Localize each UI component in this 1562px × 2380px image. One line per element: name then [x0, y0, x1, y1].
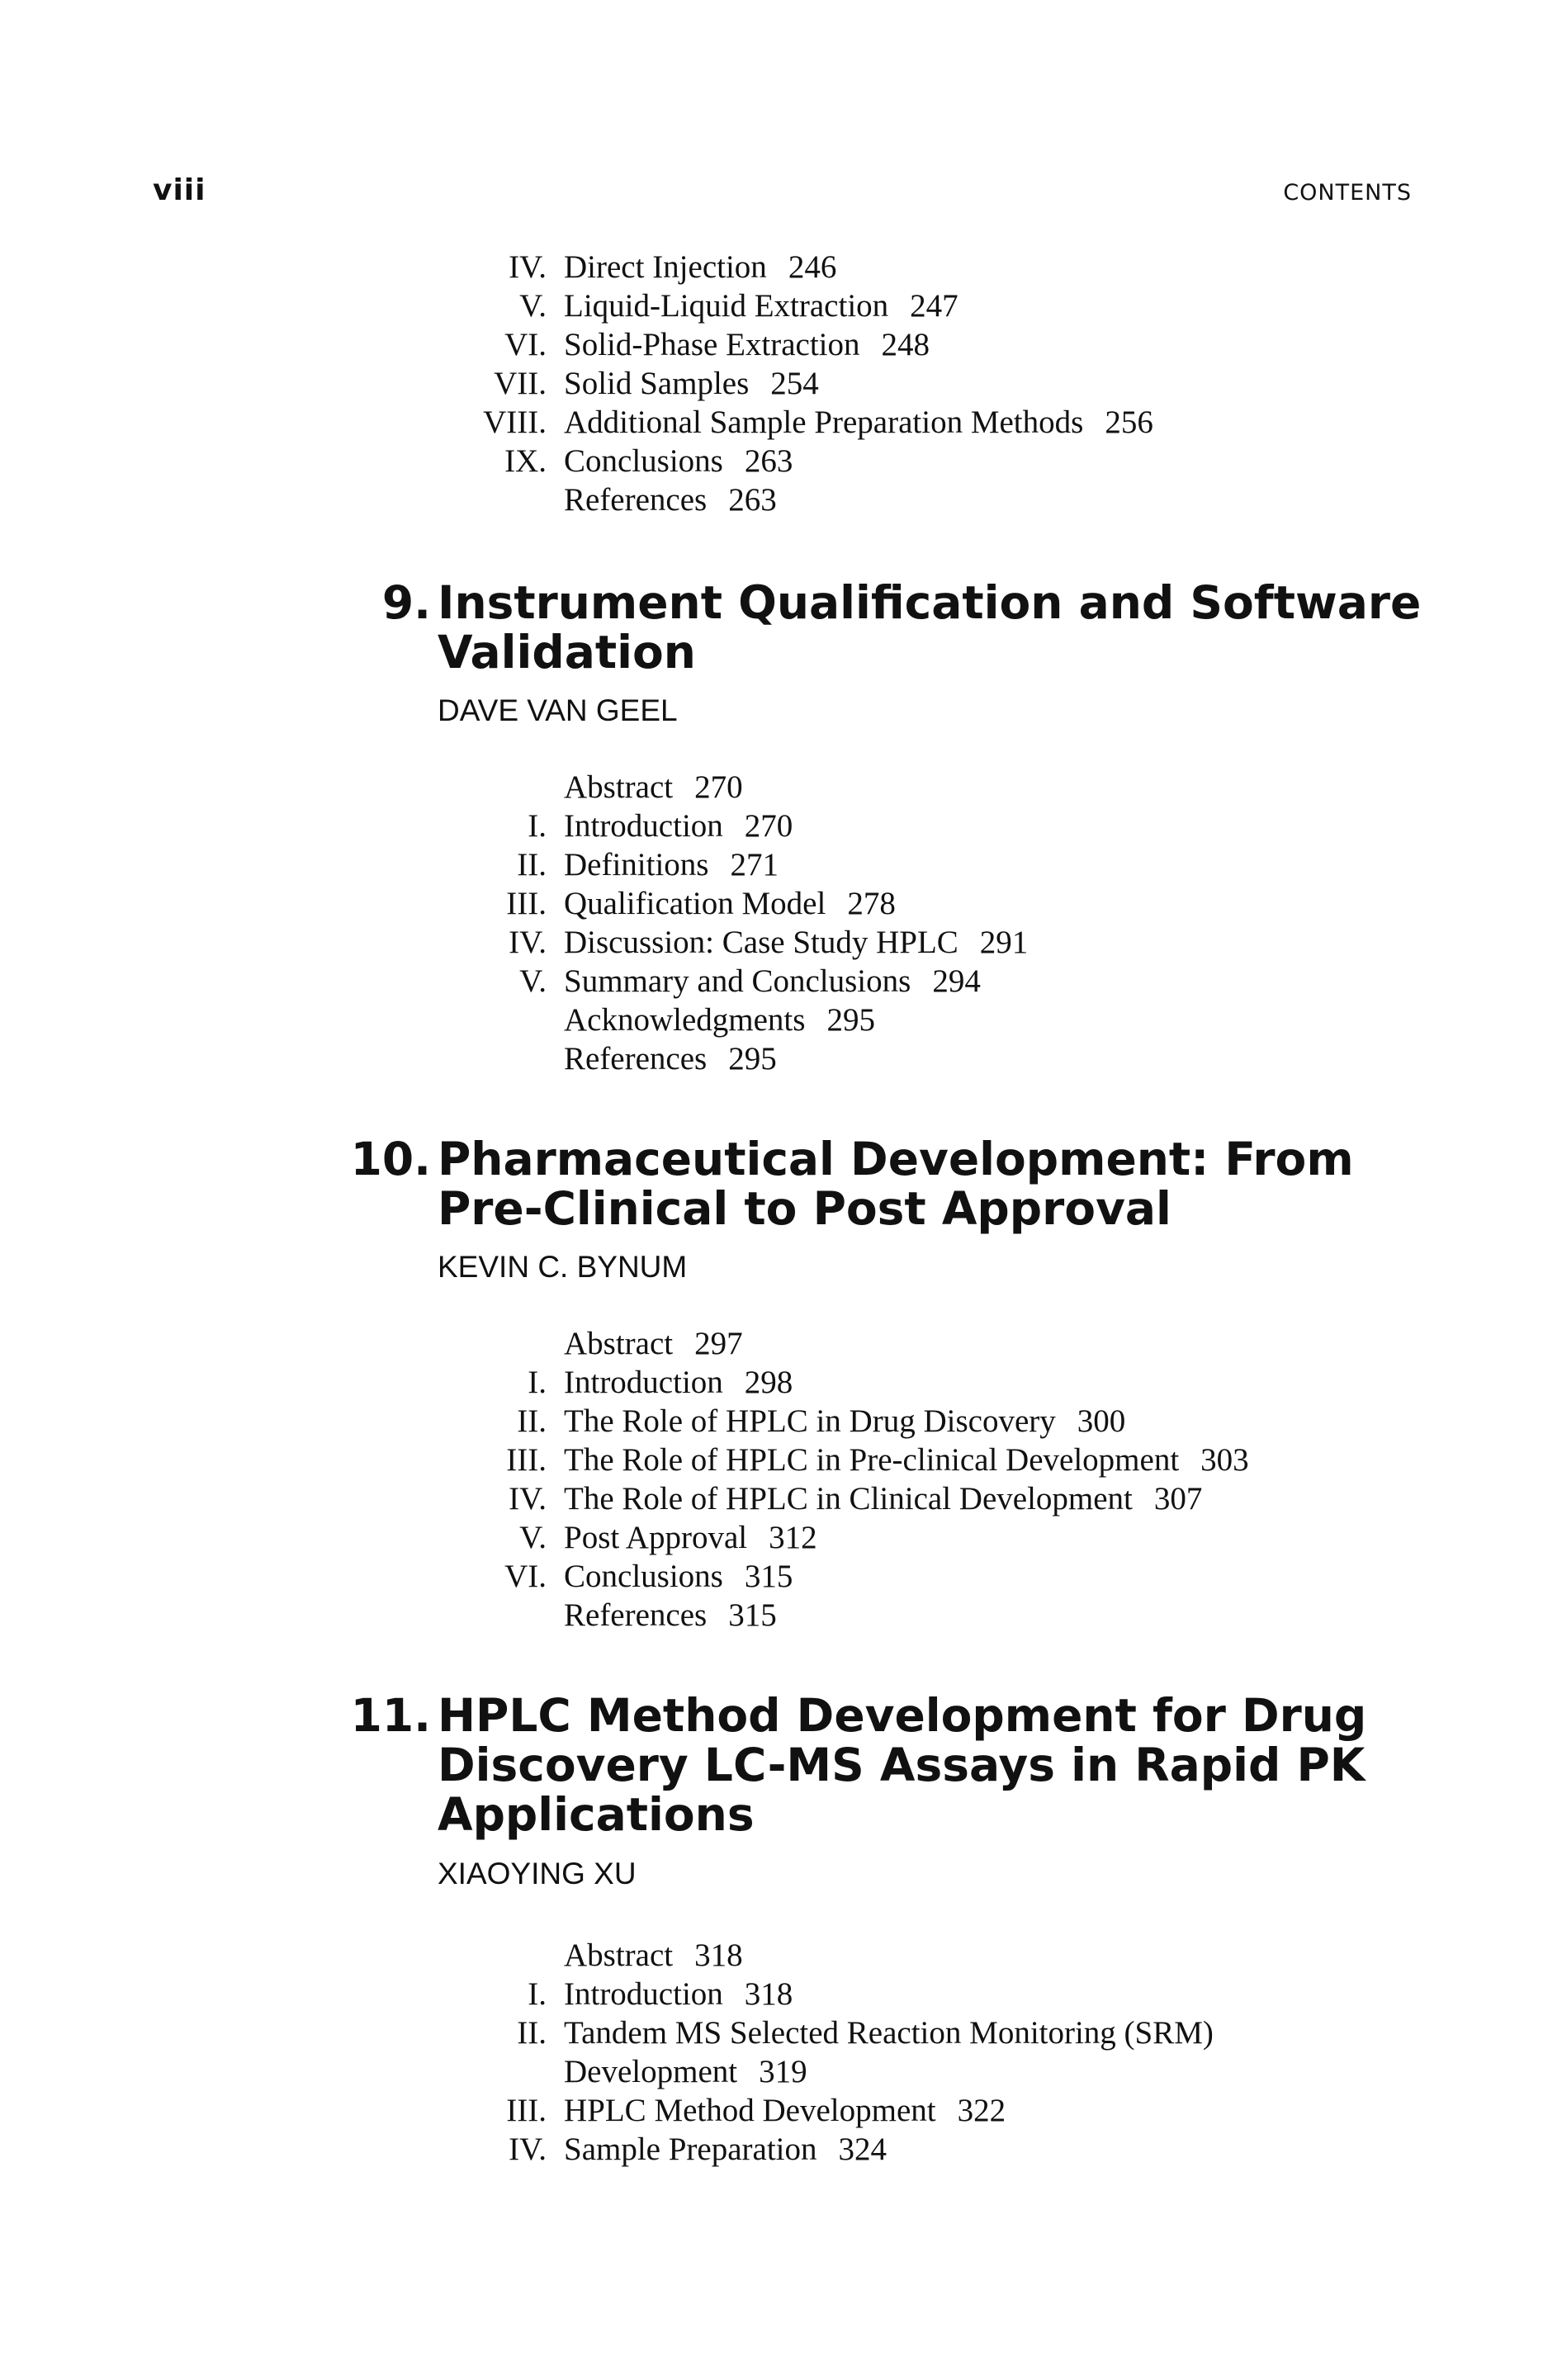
toc-entry-title: Acknowledgments — [564, 1002, 806, 1038]
toc-entry-number: V. — [519, 963, 547, 999]
toc-entry — [0, 1039, 1562, 1079]
toc-entry — [0, 884, 1562, 924]
toc-entry-title: Introduction — [564, 1976, 723, 2012]
toc-entry-page: 324 — [838, 2132, 887, 2167]
toc-entry-page: 298 — [744, 1365, 793, 1400]
toc-entry — [0, 1324, 1562, 1364]
toc-entry-number: VIII. — [483, 405, 547, 440]
toc-entry-number: VI. — [504, 327, 547, 362]
toc-entry-number: III. — [506, 2093, 547, 2128]
chapter-title-line: Applications — [438, 1788, 755, 1841]
toc-entry-number: IV. — [509, 2132, 547, 2167]
toc-entry-page: 247 — [910, 288, 958, 324]
chapter-title-line: Pharmaceutical Development: From — [438, 1133, 1354, 1185]
toc-entry-title: Discussion: Case Study HPLC — [564, 925, 958, 960]
toc-entry-title: Abstract — [564, 769, 674, 805]
toc-entry-page: 297 — [694, 1326, 743, 1361]
chapter-number: 11. — [350, 1689, 431, 1742]
toc-entry-title: Abstract — [564, 1938, 674, 1973]
toc-entry — [0, 2013, 1562, 2053]
toc-entry — [0, 923, 1562, 963]
toc-entry — [0, 364, 1562, 404]
chapter-author: DAVE VAN GEEL — [438, 693, 678, 727]
toc-entry-number: IV. — [509, 249, 547, 285]
chapter-title-line: Validation — [438, 626, 696, 679]
toc-entry — [0, 286, 1562, 326]
toc-entry-title: Direct Injection — [564, 249, 767, 285]
toc-entry-title: Development — [564, 2054, 738, 2089]
running-head: CONTENTS — [1283, 180, 1412, 206]
toc-entry-title: Conclusions — [564, 443, 723, 479]
toc-entry-number: II. — [517, 847, 547, 882]
toc-entry-title: References — [564, 1597, 708, 1633]
toc-entry-number: II. — [517, 1403, 547, 1439]
toc-entry-title: Introduction — [564, 1365, 723, 1400]
toc-entry-title: References — [564, 1041, 708, 1076]
toc-entry — [0, 1557, 1562, 1597]
toc-entry-page: 300 — [1077, 1403, 1126, 1439]
toc-entry — [0, 845, 1562, 885]
page-header — [153, 173, 1412, 215]
toc-entry-title: The Role of HPLC in Clinical Development — [564, 1481, 1133, 1516]
toc-entry-title: References — [564, 482, 708, 518]
toc-entry-page: 263 — [744, 443, 793, 479]
toc-entry — [0, 1363, 1562, 1403]
toc-entry — [0, 480, 1562, 520]
toc-entry-page: 303 — [1200, 1442, 1249, 1478]
toc-entry-title: Definitions — [564, 847, 709, 882]
toc-entry — [0, 962, 1562, 1001]
toc-entry-page: 248 — [881, 327, 930, 362]
toc-entry-number: V. — [519, 1520, 547, 1555]
toc-entry — [0, 768, 1562, 807]
toc-entry-number: I. — [528, 1976, 547, 2012]
chapter-number: 9. — [381, 576, 431, 629]
toc-entry-page: 291 — [979, 925, 1029, 960]
toc-entry-title: Abstract — [564, 1326, 674, 1361]
toc-entry-number: VII. — [494, 366, 547, 401]
toc-entry — [0, 2091, 1562, 2131]
toc-entry-page: 295 — [826, 1002, 875, 1038]
toc-entry-page: 312 — [769, 1520, 817, 1555]
toc-entry-title: Solid Samples — [564, 366, 750, 401]
toc-entry-page: 256 — [1105, 405, 1153, 440]
toc-entry-number: IV. — [509, 1481, 547, 1516]
toc-entry-page: 318 — [694, 1938, 743, 1973]
toc-entry-page: 319 — [759, 2054, 807, 2089]
toc-entry-title: Liquid-Liquid Extraction — [564, 288, 889, 324]
toc-entry — [0, 1596, 1562, 1635]
toc-entry-page: 315 — [728, 1597, 777, 1633]
toc-entry-page: 307 — [1153, 1481, 1203, 1516]
toc-entry — [0, 1402, 1562, 1441]
toc-entry-title: Additional Sample Preparation Methods — [564, 405, 1084, 440]
toc-entry-page: 278 — [847, 886, 896, 921]
toc-entry-number: IX. — [504, 443, 547, 479]
toc-entry-title: Introduction — [564, 808, 723, 844]
toc-entry-page: 270 — [744, 808, 793, 844]
toc-entry-page: 315 — [744, 1559, 793, 1594]
toc-entry — [0, 2052, 1562, 2092]
toc-entry — [0, 442, 1562, 481]
toc-entry-title: Post Approval — [564, 1520, 748, 1555]
toc-entry-page: 295 — [728, 1041, 777, 1076]
toc-entry-page: 318 — [744, 1976, 793, 2012]
toc-entry — [0, 325, 1562, 365]
toc-entry — [0, 1001, 1562, 1040]
toc-entry-page: 271 — [730, 847, 779, 882]
chapter-title-line: Pre-Clinical to Post Approval — [438, 1182, 1172, 1235]
toc-entry-page: 254 — [770, 366, 819, 401]
toc-entry-number: III. — [506, 1442, 547, 1478]
toc-entry-title: Qualification Model — [564, 886, 826, 921]
chapter-author: XIAOYING XU — [438, 1857, 637, 1890]
toc-entry-title: The Role of HPLC in Pre-clinical Development — [564, 1442, 1180, 1478]
toc-entry-page: 263 — [728, 482, 777, 518]
toc-entry-number: VI. — [504, 1559, 547, 1594]
toc-entry-title: Sample Preparation — [564, 2132, 817, 2167]
toc-entry-number: I. — [528, 1365, 547, 1400]
chapter-title-line: Instrument Qualification and Software — [438, 576, 1422, 629]
toc-entry — [0, 403, 1562, 442]
toc-entry-title: The Role of HPLC in Drug Discovery — [564, 1403, 1056, 1439]
toc-entry-number: III. — [506, 886, 547, 921]
toc-entry-title: Solid-Phase Extraction — [564, 327, 860, 362]
toc-entry-title: Conclusions — [564, 1559, 723, 1594]
chapter-title-line: Discovery LC-MS Assays in Rapid PK — [438, 1739, 1366, 1791]
toc-entry — [0, 248, 1562, 287]
chapter-title-line: HPLC Method Development for Drug — [438, 1689, 1367, 1742]
toc-entry-page: 322 — [957, 2093, 1006, 2128]
toc-entry — [0, 1479, 1562, 1519]
toc-entry-number: II. — [517, 2015, 547, 2051]
chapter-author: KEVIN C. BYNUM — [438, 1250, 688, 1284]
toc-entry-page: 246 — [788, 249, 837, 285]
toc-entry — [0, 1441, 1562, 1480]
toc-entry-number: IV. — [509, 925, 547, 960]
toc-entry-title: HPLC Method Development — [564, 2093, 936, 2128]
toc-entry — [0, 807, 1562, 846]
toc-entry-number: I. — [528, 808, 547, 844]
toc-entry-page: 270 — [694, 769, 743, 805]
page-number: viii — [153, 173, 206, 207]
toc-entry — [0, 2130, 1562, 2169]
toc-entry-page: 294 — [932, 963, 981, 999]
toc-entry — [0, 1518, 1562, 1558]
toc-entry — [0, 1975, 1562, 2014]
toc-entry-number: V. — [519, 288, 547, 324]
toc-entry-title: Tandem MS Selected Reaction Monitoring (SRM) — [564, 2015, 1214, 2051]
toc-entry-title: Summary and Conclusions — [564, 963, 911, 999]
chapter-number: 10. — [350, 1133, 431, 1185]
toc-entry — [0, 1936, 1562, 1975]
